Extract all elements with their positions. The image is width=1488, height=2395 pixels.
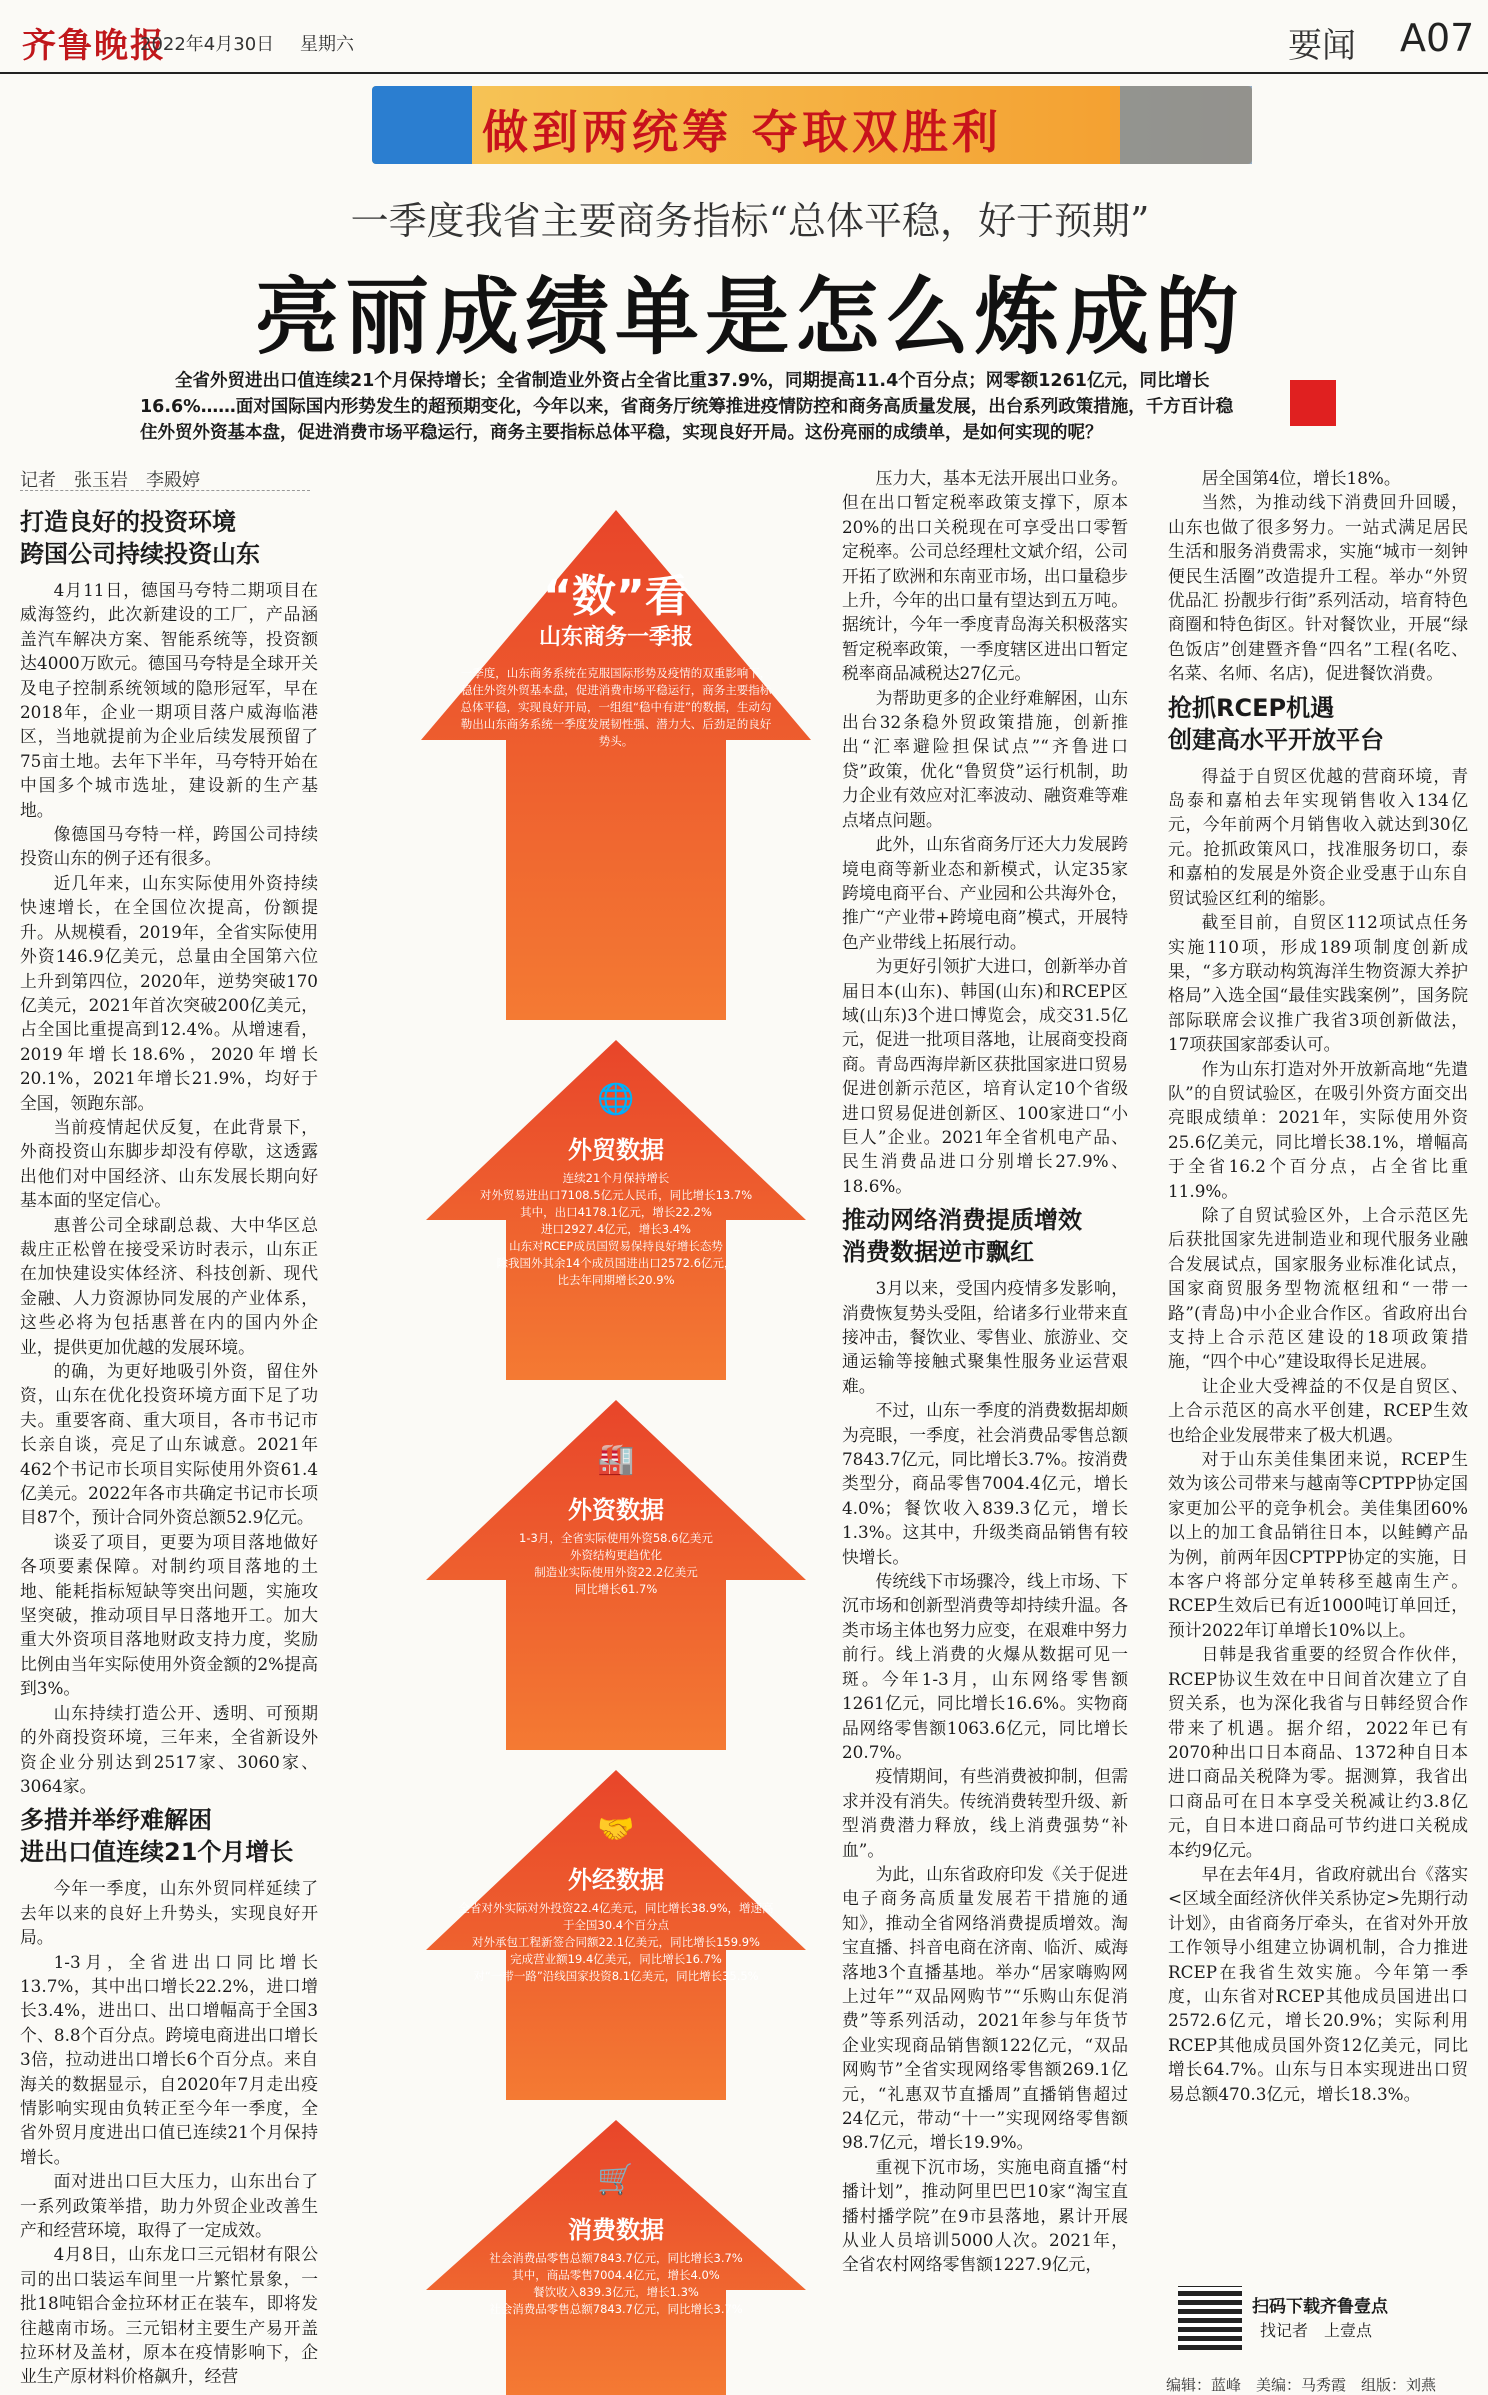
column-1 <box>20 500 318 2389</box>
handshake-icon: 🤝 <box>597 1812 635 1847</box>
section-heading-trade: 多措并举纾难解困 进出口值连续21个月增长 <box>20 1806 294 1867</box>
paragraph: 像德国马夸特一样，跨国公司持续投资山东的例子还有很多。 <box>20 824 318 869</box>
col2-paras <box>842 466 1128 1198</box>
qr-caption: 扫码下载齐鲁壹点 <box>1252 2297 1388 2317</box>
issue-date: 2022年4月30日 <box>140 34 275 55</box>
infographic-top-text: 一季度，山东商务系统在克服国际形势及疫情的双重影响下，稳住外资外贸基本盘，促进消费市场平稳运行，商务主要指标总体平稳，实现良好开局，一组组“稳中有进”的数据，生动勾勒出山东商务系统一季度发展韧性强、潜力大、后劲足的良好势头。 <box>460 666 772 748</box>
paragraph: 为更好引领扩大进口，创新举办首届日本(山东)、韩国(山东)和RCEP区域(山东)3个进口博览会，成交31.5亿元，促进一批项目落地，让展商变投商商。青岛西海岸新区获批国家进口贸易促进创新示范区，培育认定10个省级进口贸易促进创新区、100家进口“小巨人”企业。2021年全省机电产品、民生消费品进口分别增长27.9%、18.6%。 <box>842 956 1128 1196</box>
paragraph: 截至目前，自贸区112项试点任务实施110项，形成189项制度创新成果，“多方联动构筑海洋生物资源大养护格局”入选全国“最佳实践案例”，国务院部际联席会议推广我省3项创新做法，17项获国家部委认可。 <box>1168 912 1468 1055</box>
col2-paras2 <box>842 1276 1128 2277</box>
masthead <box>0 0 1488 74</box>
infographic-block-text: 1-3月，全省实际使用外资58.6亿美元 外资结构更趋优化 制造业实际使用外资22.2亿美元 同比增长61.7% <box>519 1531 713 1596</box>
paragraph: 让企业大受裨益的不仅是自贸区、上合示范区的高水平创建，RCEP生效也给企业发展带来了极大机遇。 <box>1168 1375 1468 1445</box>
byline: 记者 张玉岩 李殿婷 <box>20 470 200 491</box>
headline-subtitle: 一季度我省主要商务指标“总体平稳，好于预期” <box>350 199 1150 243</box>
paper-name: 齐鲁晚报 <box>22 26 166 66</box>
column-3 <box>1168 466 1468 2106</box>
paragraph: 重视下沉市场，实施电商直播“村播计划”，推动阿里巴巴10家“淘宝直播村播学院”在9市县落地，累计开展从业人员培训5000人次。2021年，全省农村网络零售额1227.9亿元， <box>842 2156 1128 2275</box>
paragraph: 作为山东打造对外开放新高地“先遣队”的自贸试验区，在吸引外资方面交出亮眼成绩单：2021年，实际使用外资25.6亿美元，同比增长38.1%，增幅高于全省16.2个百分点，占全省比重11.9%。 <box>1168 1058 1468 1201</box>
topic-banner-text: 做到两统筹 夺取双胜利 <box>482 105 1003 159</box>
paragraph: 早在去年4月，省政府就出台《落实<区域全面经济伙伴关系协定>先期行动计划》，由省商务厅牵头，在省对外开放工作领导小组建立协调机制，合力推进RCEP在我省生效实施。今年第一季度，山东省对RCEP其他成员国进出口2572.6亿元，增长20.9%；实际利用RCEP其他成员国外资12亿美元，同比增长64.7%。山东与日本实现进出口贸易总额470.3亿元，增长18.3%。 <box>1168 1863 1468 2104</box>
section-name: 要闻 <box>1288 26 1356 66</box>
banner-gear-art <box>372 86 472 164</box>
infographic-block-text: 社会消费品零售总额7843.7亿元，同比增长3.7% 其中，商品零售7004.4亿元，增长4.0% 餐饮收入839.3亿元，增长1.3% 社会消费品零售总额7843.7亿元，同比增长3.7% <box>489 2251 743 2316</box>
infographic-block-text: 连续21个月保持增长 对外贸易进出口7108.5亿元人民币，同比增长13.7% 其中，出口4178.1亿元，增长22.2% 进口2927.4亿元，增长3.4% 山东对RCEP成员国贸易保持良好增长态势 除我国外其余14个成员国进出口2572.6亿元， 比去年同期增长20.9% <box>479 1171 753 1287</box>
col3-paras2 <box>1168 764 1468 2106</box>
editor-credits: 编辑：蓝峰 美编：马秀霞 组版：刘燕 <box>1166 2376 1437 2394</box>
column-2 <box>842 466 1128 2277</box>
paragraph: 的确，为更好地吸引外资，留住外资，山东在优化投资环境方面下足了功夫。重要客商、重大项目，各市书记市长亲自谈，亮足了山东诚意。2021年462个书记市长项目实际使用外资61.4亿美元。2022年各市共确定书记市长项目87个，预计合同外资总额52.9亿元。 <box>20 1361 318 1528</box>
paragraph: 为此，山东省政府印发《关于促进电子商务高质量发展若干措施的通知》，推动全省网络消费提质增效。淘宝直播、抖音电商在济南、临沂、威海落地3个直播基地。举办“居家嗨购网上过年”“双品网购节”“乐购山东促消费”等系列活动，2021年参与年货节企业实现商品销售额122亿元，“双品网购节”全省实现网络零售额269.1亿元，“礼惠双节直播周”直播销售超过24亿元，带动“十一”实现网络零售额98.7亿元，增长19.9%。 <box>842 1863 1128 2153</box>
globe-icon: 🌐 <box>597 1082 635 1117</box>
factory-icon: 🏭 <box>597 1442 635 1477</box>
paragraph: 山东持续打造公开、透明、可预期的外商投资环境，三年来，全省新设外资企业分别达到2517家、3060家、3064家。 <box>20 1702 318 1796</box>
byline-rule <box>20 490 310 491</box>
issue-weekday: 星期六 <box>300 34 354 55</box>
cart-icon: 🛒 <box>597 2162 635 2197</box>
infographic-block-title: 消费数据 <box>568 2216 664 2244</box>
paragraph: 谈妥了项目，更要为项目落地做好各项要素保障。对制约项目落地的土地、能耗指标短缺等突出问题，实施攻坚突破，推动项目早日落地开工。加大重大外资项目落地财政支持力度，奖励比例由当年实际使用外资金额的2%提高到3%。 <box>20 1531 318 1699</box>
lead-paragraph: 全省外贸进出口值连续21个月保持增长；全省制造业外资占全省比重37.9%，同期提高11.4个百分点；网零额1261亿元，同比增长16.6%……面对国际国内形势发生的超预期变化，今年以来，省商务厅统筹推进疫情防控和商务高质量发展，出台系列政策措施，千方百计稳住外贸外资基本盘，促进消费市场平稳运行，商务主要指标总体平稳，实现良好开局。这份亮丽的成绩单，是如何实现的呢？ <box>140 371 1234 443</box>
paragraph: 压力大，基本无法开展出口业务。但在出口暂定税率政策支撑下，原本20%的出口关税现在可享受出口零暂定税率。公司总经理杜文斌介绍，公司开拓了欧洲和东南亚市场，出口量稳步上升，今年的出口量有望达到五万吨。据统计，今年一季度青岛海关积极落实暂定税率政策，一季度辖区进出口暂定税率商品减税达27亿元。 <box>842 468 1128 684</box>
paragraph: 3月以来，受国内疫情多发影响，消费恢复势头受阻，给诸多行业带来直接冲击，餐饮业、零售业、旅游业、交通运输等接触式聚集性服务业运营艰难。 <box>842 1278 1128 1396</box>
paragraph: 除了自贸试验区外，上合示范区先后获批国家先进制造业和现代服务业融合发展试点，国家服务业标准化试点，国家商贸服务型物流枢纽和“一带一路”(青岛)中小企业合作区。省政府出台支持上合示范区建设的18项政策措施，“四个中心”建设取得长足进展。 <box>1168 1204 1468 1372</box>
qr-code[interactable] <box>1178 2286 1242 2350</box>
infographic-block-title: 外贸数据 <box>568 1136 664 1164</box>
paragraph: 为帮助更多的企业纾难解困，山东出台32条稳外贸政策措施，创新推出“汇率避险担保试点”“齐鲁进口贷”政策，优化“鲁贸贷”运行机制，助力企业有效应对汇率波动、融资难等难点堵点问题。 <box>842 687 1128 830</box>
infographic-top-subtitle: 山东商务一季报 <box>538 625 693 650</box>
paragraph: 当前疫情起伏反复，在此背景下，外商投资山东脚步却没有停歇，这透露出他们对中国经济、山东发展长期向好基本面的坚定信心。 <box>20 1116 318 1211</box>
paragraph: 4月8日，山东龙口三元铝材有限公司的出口装运车间里一片繁忙景象，一批18吨铝合金拉环材正在装车，即将发往越南市场。三元铝材主要生产易开盖拉环材及盖材，原本在疫情影响下，企业生产原材料价格飙升，经营 <box>20 2244 318 2387</box>
section-heading-consumption: 推动网络消费提质增效 消费数据逆市飘红 <box>842 1206 1082 1267</box>
paragraph: 此外，山东省商务厅还大力发展跨境电商等新业态和新模式，认定35家跨境电商平台、产业园和公共海外仓，推广“产业带+跨境电商”模式，开展特色产业带线上拓展行动。 <box>842 834 1128 952</box>
page-number: A07 <box>1400 16 1475 60</box>
paragraph: 面对进出口巨大压力，山东出台了一系列政策举措，助力外贸企业改善生产和经营环境，取得了一定成效。 <box>20 2171 318 2240</box>
col1-paras1 <box>20 578 318 1798</box>
col3-paras <box>1168 466 1468 686</box>
red-square-marker <box>1290 380 1336 426</box>
infographic-block-text: 全省对外实际对外投资22.4亿美元，同比增长38.9%，增速高于全国30.4个百分点 对外承包工程新签合同额22.1亿美元，同比增长159.9% 完成营业额19.4亿美元，同比增长16.7% 对“一带一路”沿线国家投资8.1亿美元，同比增长35.5% <box>458 1901 774 1983</box>
col1-paras2 <box>20 1876 318 2389</box>
paragraph: 近几年来，山东实际使用外资持续快速增长，在全国位次提高，份额提升。从规模看，2019年，全省实际使用外资146.9亿美元，总量由全国第六位上升到第四位，2020年，逆势突破170亿美元，2021年首次突破200亿美元，占全国比重提高到12.4%。从增速看，2019年增长18.6%，2020年增长20.1%，2021年增长21.9%，均好于全国，领跑东部。 <box>20 872 318 1113</box>
infographic-block-title: 外经数据 <box>568 1866 664 1894</box>
infographic-top-title: “数”看 <box>543 571 689 622</box>
qr-subcaption: 找记者 上壹点 <box>1260 2321 1373 2340</box>
section-heading-rcep: 抢抓RCEP机遇 创建高水平开放平台 <box>1168 693 1384 754</box>
paragraph: 今年一季度，山东外贸同样延续了去年以来的良好上升势头，实现良好开局。 <box>20 1878 318 1948</box>
paragraph: 居全国第4位，增长18%。 <box>1201 468 1401 488</box>
paragraph: 4月11日，德国马夸特二期项目在威海签约，此次新建设的工厂，产品涵盖汽车解决方案、智能系统等，投资额达4000万欧元。德国马夸特是全球开关及电子控制系统领域的隐形冠军，早在2018年，企业一期项目落户威海临港区，当地就提前为企业后续发展预留了75亩土地。去年下半年，马夸特开始在中国多个城市选址，建设新的生产基地。 <box>20 580 318 820</box>
paragraph: 不过，山东一季度的消费数据却颇为亮眼，一季度，社会消费品零售总额7843.7亿元，同比增长3.7%。按消费类型分，商品零售7004.4亿元，增长4.0%；餐饮收入839.3亿元，增长1.3%。这其中，升级类商品销售有较快增长。 <box>842 1400 1128 1567</box>
paragraph: 得益于自贸区优越的营商环境，青岛泰和嘉柏去年实现销售收入134亿元，今年前两个月销售收入就达到30亿元。抢抓政策风口，找准服务切口，泰和嘉柏的发展是外资企业受惠于山东自贸试验区红利的缩影。 <box>1168 765 1468 908</box>
paragraph: 惠普公司全球副总裁、大中华区总裁庄正松曾在接受采访时表示，山东正在加快建设实体经济、科技创新、现代金融、人力资源协同发展的产业体系，这些必将为包括惠普在内的国内外企业，提供更加优越的发展环境。 <box>20 1214 318 1357</box>
paragraph: 日韩是我省重要的经贸合作伙伴，RCEP协议生效在中日间首次建立了自贸关系，也为深化我省与日韩经贸合作带来了机遇。据介绍，2022年已有2070种出口日本商品、1372种自日本进口商品关税降为零。据测算，我省出口商品可在日本享受关税减让约3.8亿元，自日本进口商品可节约进口关税成本约9亿元。 <box>1168 1644 1468 1860</box>
paragraph: 1-3月，全省进出口同比增长13.7%，其中出口增长22.2%，进口增长3.4%，进出口、出口增幅高于全国3个、8.8个百分点。跨境电商进出口增长3倍，拉动进出口增长6个百分点。来自海关的数据显示，自2020年7月走出疫情影响实现由负转正至今年一季度，全省外贸月度进出口值已连续21个月保持增长。 <box>20 1951 318 2167</box>
section-heading-investment: 打造良好的投资环境 跨国公司持续投资山东 <box>20 508 260 568</box>
paragraph: 疫情期间，有些消费被抑制，但需求并没有消失。传统消费转型升级、新型消费潜力释放，线上消费强势“补血”。 <box>842 1766 1128 1860</box>
paragraph: 传统线下市场骤冷，线上市场、下沉市场和创新型消费等却持续升温。各类市场主体也努力应变，在艰难中努力前行。线上消费的火爆从数据可见一斑。今年1-3月，山东网络零售额1261亿元，同比增长16.6%。实物商品网络零售额1063.6亿元，同比增长20.7%。 <box>842 1571 1128 1762</box>
banner-industry-art <box>1120 86 1252 164</box>
infographic-block-title: 外资数据 <box>568 1496 664 1524</box>
infographic <box>416 500 816 2395</box>
headline-title: 亮丽成绩单是怎么炼成的 <box>254 267 1245 366</box>
paragraph: 当然，为推动线下消费回升回暖，山东也做了很多努力。一站式满足居民生活和服务消费需求，实施“城市一刻钟便民生活圈”改造提升工程。举办“外贸优品汇 扮靓步行街”系列活动，培育特色商圈和特色街区。针对餐饮业，开展“绿色饭店”创建暨齐鲁“四名”工程(名吃、名菜、名师、名店)，促进餐饮消费。 <box>1168 492 1468 684</box>
paragraph: 对于山东美佳集团来说，RCEP生效为该公司带来与越南等CPTPP协定国家更加公平的竞争机会。美佳集团60%以上的加工食品销往日本，以鲑鳟产品为例，前两年因CPTPP协定的实施，日本客户将部分定单转移至越南生产。RCEP生效后已有近1000吨订单回迁，预计2022年订单增长10%以上。 <box>1168 1449 1468 1640</box>
